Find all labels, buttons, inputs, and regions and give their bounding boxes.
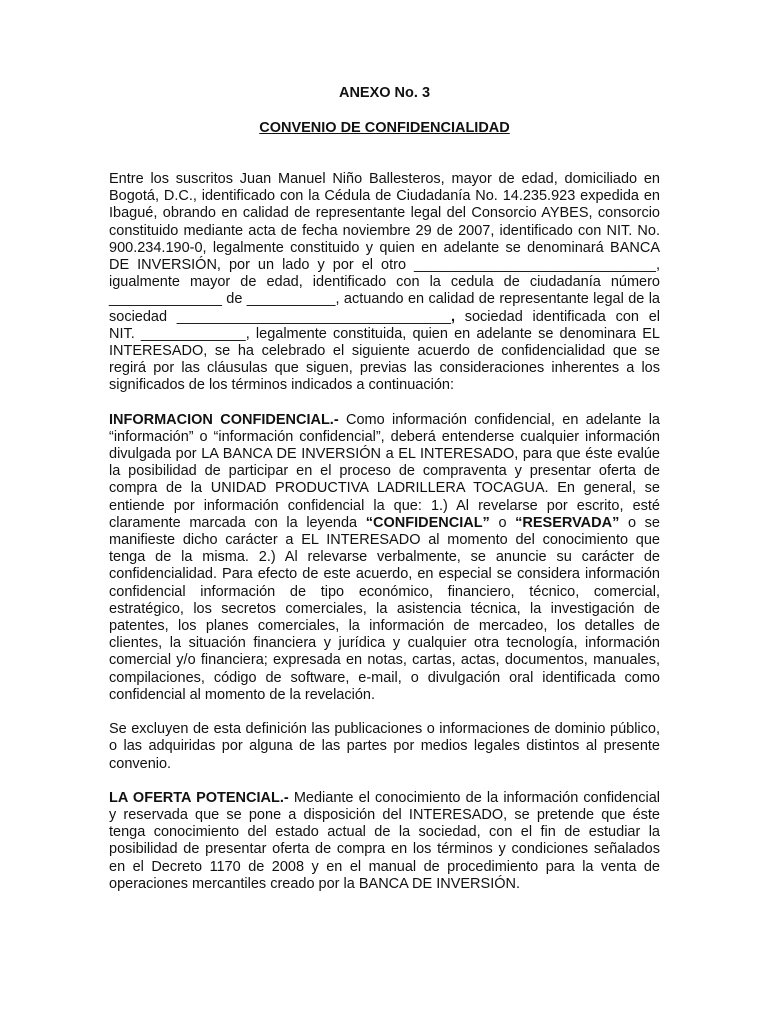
confidential-info-or: o	[489, 514, 516, 531]
label-confidencial: “CONFIDENCIAL”	[365, 514, 490, 531]
offer-heading: LA OFERTA POTENCIAL.-	[109, 789, 289, 806]
confidential-info-paragraph	[109, 412, 660, 704]
exclusions-paragraph: Se excluyen de esta definición las publicaciones o informaciones de dominio público, o las adquiridas por alguna de las partes por medios legales distintos al presente convenio.	[109, 721, 660, 772]
intro-bold-comma: ,	[450, 308, 455, 325]
document-body	[109, 84, 660, 910]
offer-text: Mediante el conocimiento de la información confidencial y reservada que se pone a disposición del INTERESADO, se pretende que éste tenga conocimiento del estado actual de la sociedad, con el fin de estudiar la posibilidad de presentar oferta de compra en los términos y condiciones señalados en el Decreto 1170 de 2008 y en el manual de procedimiento para la venta de operaciones mercantiles creado por la BANCA DE INVERSIÓN.	[109, 789, 660, 892]
agreement-title: CONVENIO DE CONFIDENCIALIDAD	[259, 120, 510, 136]
confidential-info-text-1: Como información confidencial, en adelante la “información” o “información confidencial”, deberá entenderse cualquier información divulgada por LA BANCA DE INVERSIÓN a EL INTERESADO, para que éste evalúe la posibilidad de participar en el proceso de compraventa y presentar oferta de compra de la UNIDAD PRODUCTIVA LADRILLERA TOCAGUA. En general, se entiende por información confidencial la que: 1.) Al revelarse por escrito, esté claramente marcada con la leyenda	[109, 411, 660, 531]
label-reservada: “RESERVADA”	[515, 514, 620, 531]
offer-paragraph	[109, 790, 660, 893]
intro-paragraph	[109, 171, 660, 395]
intro-text-end: sociedad identificada con el NIT. _____________, legalmente constituida, quien en adelante se denominara EL INTERESADO, se ha celebrado el siguiente acuerdo de confidencialidad que se regirá por las cláusulas que siguen, previas las consideraciones inherentes a los significados de los términos indicados a continuación:	[109, 308, 660, 394]
annex-title: ANEXO No. 3	[338, 85, 431, 101]
confidential-info-text-2: o se manifieste dicho carácter a EL INTERESADO al momento del conocimiento que tenga de la misma. 2.) Al relevarse verbalmente, se anuncie su carácter de confidencialidad. Para efecto de este acuerdo, en especial se considera información confidencial información de tipo económico, financiero, técnico, comercial, estratégico, los secretos comerciales, la asistencia técnica, la investigación de patentes, los planes comerciales, la información de mercadeo, los detalles de clientes, la situación financiera y jurídica y cualquier otra tecnología, información comercial y/o financiera; expresada en notas, cartas, actas, documentos, manuales, compilaciones, código de software, e-mail, o divulgación oral identificada como confidencial al momento de la revelación.	[109, 514, 660, 703]
intro-text: Entre los suscritos Juan Manuel Niño Ballesteros, mayor de edad, domiciliado en Bogotá, D.C., identificado con la Cédula de Ciudadanía No. 14.235.923 expedida en Ibagué, obrando en calidad de representante legal del Consorcio AYBES, consorcio constituido mediante acta de fecha noviembre 29 de 2007, identificado con NIT. No. 900.234.190-0, legalmente constituido y quien en adelante se denominará BANCA DE INVERSIÓN, por un lado y por el otro ______________________________, igualmente mayor de edad, identificado con la cedula de ciudadanía número ______________ de ___________, actuando en calidad de representante legal de la sociedad __________________________________	[109, 171, 660, 325]
confidential-info-heading: INFORMACION CONFIDENCIAL.-	[109, 411, 339, 428]
